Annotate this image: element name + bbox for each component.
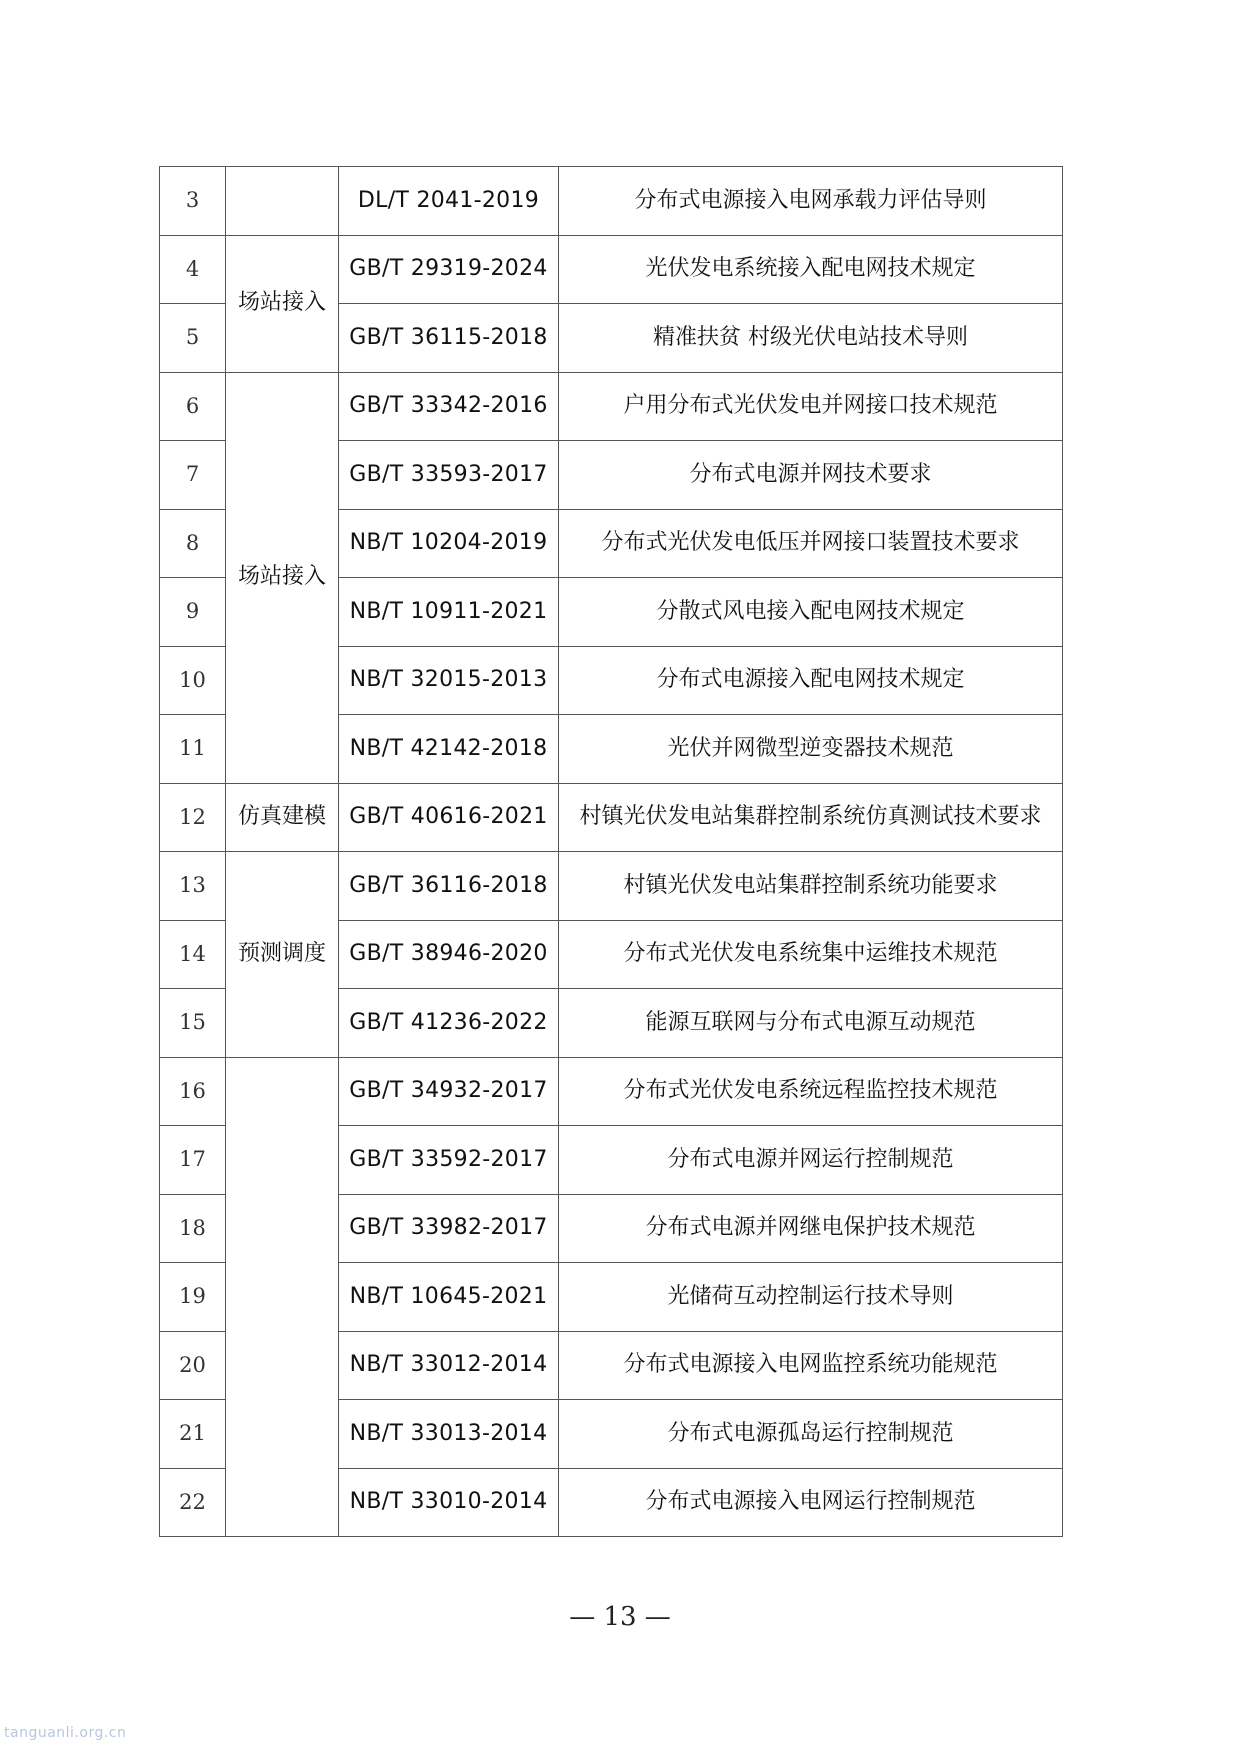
standard-name: 户用分布式光伏发电并网接口技术规范 (559, 372, 1063, 441)
standard-name: 光伏发电系统接入配电网技术规定 (559, 235, 1063, 304)
standard-code: GB/T 36116-2018 (339, 852, 559, 921)
table-row (160, 852, 1063, 921)
row-number: 9 (160, 578, 226, 647)
standard-code: GB/T 33593-2017 (339, 441, 559, 510)
standard-code: NB/T 33010-2014 (339, 1468, 559, 1537)
standard-name: 分布式光伏发电低压并网接口装置技术要求 (559, 509, 1063, 578)
row-number: 15 (160, 989, 226, 1058)
table-row (160, 235, 1063, 304)
standard-code: GB/T 33982-2017 (339, 1194, 559, 1263)
standard-code: GB/T 36115-2018 (339, 304, 559, 373)
standard-code: NB/T 32015-2013 (339, 646, 559, 715)
standard-name: 分布式电源接入电网运行控制规范 (559, 1468, 1063, 1537)
standard-name: 分布式电源接入电网监控系统功能规范 (559, 1331, 1063, 1400)
table-row (160, 783, 1063, 852)
standard-code: DL/T 2041-2019 (339, 167, 559, 236)
row-number: 8 (160, 509, 226, 578)
standard-code: GB/T 33342-2016 (339, 372, 559, 441)
category-cell: 场站接入 (226, 372, 339, 783)
standard-code: NB/T 33013-2014 (339, 1400, 559, 1469)
row-number: 22 (160, 1468, 226, 1537)
standard-code: NB/T 10204-2019 (339, 509, 559, 578)
standard-name: 分散式风电接入配电网技术规定 (559, 578, 1063, 647)
table-row (160, 167, 1063, 236)
standard-name: 分布式电源孤岛运行控制规范 (559, 1400, 1063, 1469)
row-number: 6 (160, 372, 226, 441)
source-watermark: tanguanli.org.cn (4, 1725, 127, 1741)
row-number: 12 (160, 783, 226, 852)
standard-code: NB/T 42142-2018 (339, 715, 559, 784)
standard-name: 分布式电源接入电网承载力评估导则 (559, 167, 1063, 236)
row-number: 3 (160, 167, 226, 236)
standards-table (159, 166, 1063, 1537)
standard-code: GB/T 41236-2022 (339, 989, 559, 1058)
standard-name: 能源互联网与分布式电源互动规范 (559, 989, 1063, 1058)
category-cell: 仿真建模 (226, 783, 339, 852)
row-number: 7 (160, 441, 226, 510)
standard-code: GB/T 40616-2021 (339, 783, 559, 852)
row-number: 21 (160, 1400, 226, 1469)
row-number: 4 (160, 235, 226, 304)
standard-code: NB/T 10911-2021 (339, 578, 559, 647)
standard-name: 精准扶贫 村级光伏电站技术导则 (559, 304, 1063, 373)
standard-code: NB/T 33012-2014 (339, 1331, 559, 1400)
standard-code: GB/T 34932-2017 (339, 1057, 559, 1126)
standard-code: GB/T 29319-2024 (339, 235, 559, 304)
table-row (160, 1057, 1063, 1126)
standard-name: 分布式电源并网继电保护技术规范 (559, 1194, 1063, 1263)
row-number: 17 (160, 1126, 226, 1195)
row-number: 18 (160, 1194, 226, 1263)
standard-name: 村镇光伏发电站集群控制系统仿真测试技术要求 (559, 783, 1063, 852)
standard-name: 光储荷互动控制运行技术导则 (559, 1263, 1063, 1332)
page-number: — 13 — (569, 1602, 671, 1632)
table-row (160, 372, 1063, 441)
standard-name: 光伏并网微型逆变器技术规范 (559, 715, 1063, 784)
category-cell: 场站接入 (226, 235, 339, 372)
row-number: 19 (160, 1263, 226, 1332)
standard-code: GB/T 33592-2017 (339, 1126, 559, 1195)
row-number: 13 (160, 852, 226, 921)
standard-name: 村镇光伏发电站集群控制系统功能要求 (559, 852, 1063, 921)
category-cell (226, 167, 339, 236)
standard-code: GB/T 38946-2020 (339, 920, 559, 989)
row-number: 14 (160, 920, 226, 989)
standard-name: 分布式电源并网技术要求 (559, 441, 1063, 510)
row-number: 5 (160, 304, 226, 373)
standard-name: 分布式电源并网运行控制规范 (559, 1126, 1063, 1195)
standard-name: 分布式光伏发电系统远程监控技术规范 (559, 1057, 1063, 1126)
standard-name: 分布式光伏发电系统集中运维技术规范 (559, 920, 1063, 989)
category-cell: 预测调度 (226, 852, 339, 1058)
row-number: 16 (160, 1057, 226, 1126)
category-cell (226, 1057, 339, 1537)
row-number: 20 (160, 1331, 226, 1400)
standard-name: 分布式电源接入配电网技术规定 (559, 646, 1063, 715)
row-number: 11 (160, 715, 226, 784)
standard-code: NB/T 10645-2021 (339, 1263, 559, 1332)
row-number: 10 (160, 646, 226, 715)
